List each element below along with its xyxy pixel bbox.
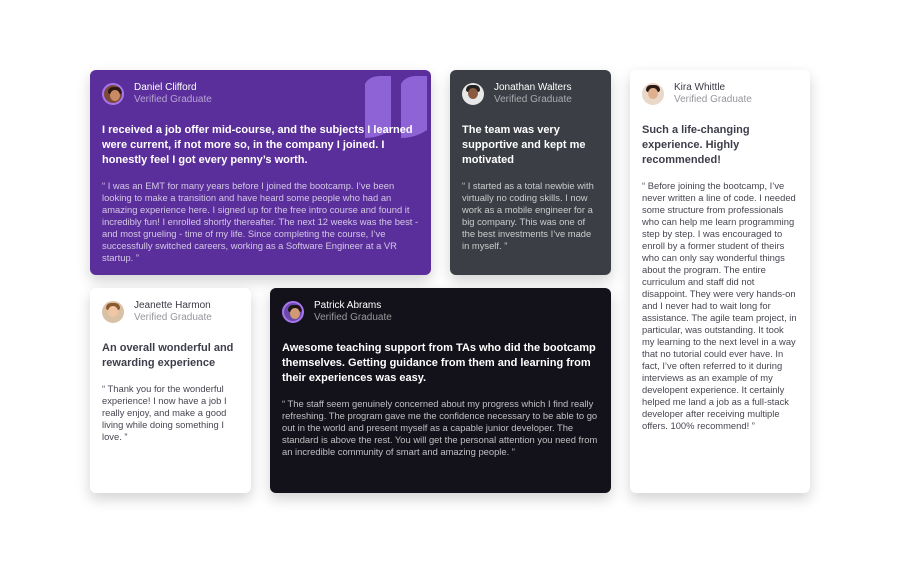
author-name: Jonathan Walters xyxy=(494,82,572,93)
testimonial-card-patrick xyxy=(270,288,611,493)
testimonial-text: “ The staff seem genuinely concerned about my progress which I find really refreshing. The program gave me the confidence necessary to be able to go out in the world and present myself as a capable junior developer. The standard is above the rest. You will get the personal attention you need from an incredible community of smart and amazing people. ” xyxy=(282,398,598,457)
avatar xyxy=(102,83,124,105)
testimonial-text: “ Thank you for the wonderful experience! I now have a job I really enjoy, and make a good living while doing something I love. ” xyxy=(102,383,227,442)
avatar xyxy=(282,301,304,323)
testimonial-card-kira xyxy=(630,70,810,493)
testimonial-card-jonathan xyxy=(450,70,611,275)
avatar xyxy=(462,83,484,105)
testimonial-headline: An overall wonderful and rewarding experience xyxy=(102,342,234,369)
testimonial-text: “ I was an EMT for many years before I joined the bootcamp. I’ve been looking to make a transition and have heard some people who had an amazing experience here. I signed up for the free intro course and found it incredibly fun! I enrolled shortly thereafter. The next 12 weeks was the best - and most grueling - time of my life. Since completing the course, I’ve successfully switched careers, working as a Software Engineer at a VR startup. ” xyxy=(102,180,419,263)
testimonial-headline: The team was very supportive and kept me motivated xyxy=(462,124,586,166)
avatar xyxy=(102,301,124,323)
author-role: Verified Graduate xyxy=(494,94,572,105)
testimonial-headline: Such a life-changing experience. Highly recommended! xyxy=(642,124,750,166)
testimonial-headline: Awesome teaching support from TAs who did the bootcamp themselves. Getting guidance from them and learning from their experiences was easy. xyxy=(282,342,596,384)
author-name: Patrick Abrams xyxy=(314,300,382,311)
author-name: Daniel Clifford xyxy=(134,82,197,93)
author-name: Jeanette Harmon xyxy=(134,300,211,311)
testimonial-headline: I received a job offer mid-course, and the subjects I learned were current, if not more so, in the company I joined. I honestly feel I got every penny’s worth. xyxy=(102,124,413,166)
testimonial-text: “ Before joining the bootcamp, I’ve never written a line of code. I needed some structure from professionals who can help me learn programming step by step. I was encouraged to enroll by a former student of theirs who can only say wonderful things about the program. The entire curriculum and staff did not disappoint. They were very hands-on and I never had to wait long for assistance. The agile team project, in particular, was outstanding. It took my learning to the next level in a way that no tutorial could ever have. In fact, I’ve often referred to it during interviews as an example of my developent experience. It certainly helped me land a job as a full-stack developer after receiving multiple offers. 100% recommend! ” xyxy=(642,180,797,431)
author-name: Kira Whittle xyxy=(674,82,726,93)
testimonial-text: “ I started as a total newbie with virtually no coding skills. I now work as a mobile engineer for a big company. This was one of the best investments I’ve made in myself. ” xyxy=(462,180,594,251)
avatar xyxy=(642,83,664,105)
testimonial-card-jeanette xyxy=(90,288,251,493)
author-role: Verified Graduate xyxy=(674,94,752,105)
author-role: Verified Graduate xyxy=(134,312,212,323)
author-role: Verified Graduate xyxy=(314,312,392,323)
author-role: Verified Graduate xyxy=(134,94,212,105)
testimonial-card-daniel xyxy=(90,70,431,275)
